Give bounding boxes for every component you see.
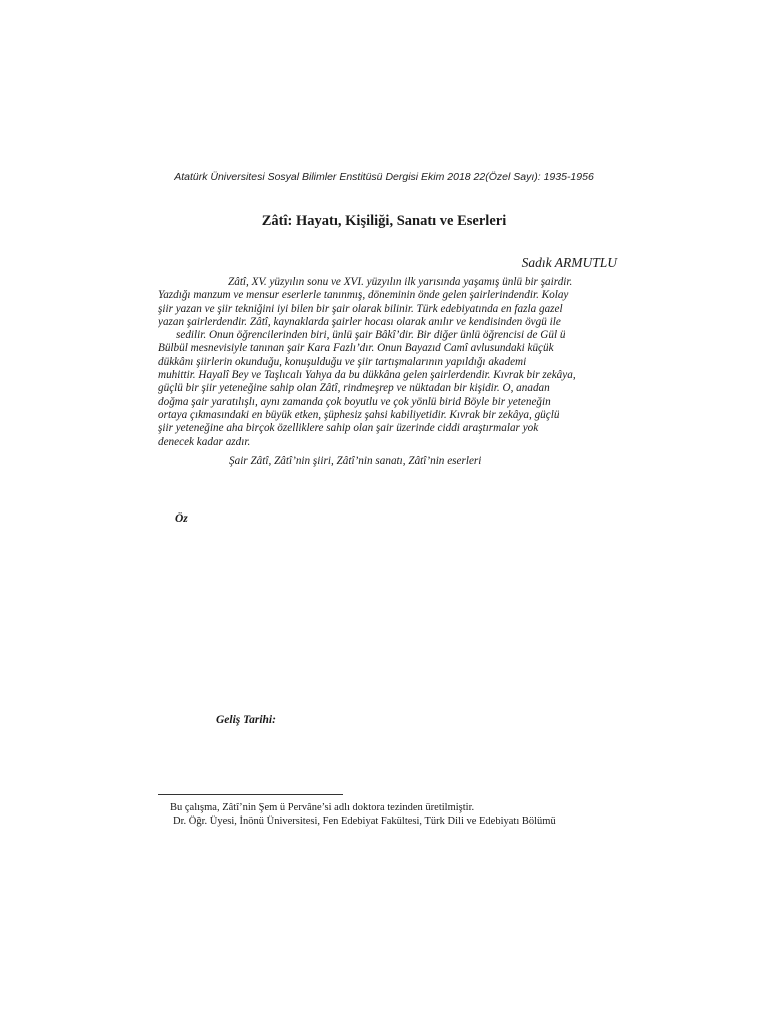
abstract-line: muhittir. Hayalî Bey ve Taşlıcalı Yahya da bu dükkâna gelen şairlerdendir. Kıvrak bir zekâya, [158,369,576,382]
abstract-line: Bülbül mesnevisiyle tanınan şair Kara Fazlı’dır. Onun Bayazıd Camî avlusundaki küçük [158,342,554,355]
abstract-line: Zâtî, XV. yüzyılın sonu ve XVI. yüzyılın ilk yarısında yaşamış ünlü bir şairdir. [228,276,573,288]
abstract-line: ortaya çıkmasındaki en büyük etken, şüphesiz şahsi kabiliyetidir. Kıvrak bir zekâya, güçlü [158,408,560,421]
abstract-line: şiir yeteneğine aha birçok özelliklere sahip olan şair üzerinde ciddi araştırmalar yok [158,422,539,435]
footnote-divider [158,794,343,795]
abstract-line: güçlü bir şiir yeteneğine sahip olan Zâtî, rindmeşrep ve nüktadan bir kişidir. O, anadan [158,382,550,395]
footnote: Bu çalışma, Zâtî’nin Şem ü Pervâne’si adlı doktora tezinden üretilmiştir. [170,802,475,813]
journal-header: Atatürk Üniversitesi Sosyal Bilimler Enstitüsü Dergisi Ekim 2018 22(Özel Sayı): 1935-1956 [174,171,594,183]
abstract-line: Yazdığı manzum ve mensur eserlerle tanınmış, döneminin önde gelen şairlerindendir. Kolay [158,289,569,302]
author-name: Sadık ARMUTLU [521,255,617,270]
footnote: Dr. Öğr. Üyesi, İnönü Üniversitesi, Fen Edebiyat Fakültesi, Türk Dili ve Edebiyatı Bölümü [173,816,556,827]
section-heading-oz: Öz [175,513,188,525]
abstract-line: şiir yazan ve şiir tekniğini iyi bilen bir şair olarak bilinir. Türk edebiyatında en fazla gazel [158,302,563,315]
abstract [158,276,611,449]
abstract-line: denecek kadar azdır. [158,435,251,448]
received-date-label: Geliş Tarihi: [216,714,276,726]
keywords: Şair Zâtî, Zâtî’nin şiiri, Zâtî’nin sanatı, Zâtî’nin eserleri [229,455,482,467]
article-title: Zâtî: Hayatı, Kişiliği, Sanatı ve Eserleri [261,213,507,229]
abstract-line: sedilir. Onun öğrencilerinden biri, ünlü şair Bâkî’dir. Bir diğer ünlü öğrencisi de Gül ü [176,329,566,342]
abstract-line: yazan şairlerdendir. Zâtî, kaynaklarda şairler hocası olarak anılır ve kendisinden övgü ile [158,315,561,328]
abstract-line: dükkânı şiirlerin okunduğu, konuşulduğu ve şiir tartışmalarının yapıldığı akademi [158,355,527,368]
abstract-line: doğma şair yaratılışlı, aynı zamanda çok boyutlu ve çok yönlü birid Böyle bir yeteneğin [158,395,551,408]
